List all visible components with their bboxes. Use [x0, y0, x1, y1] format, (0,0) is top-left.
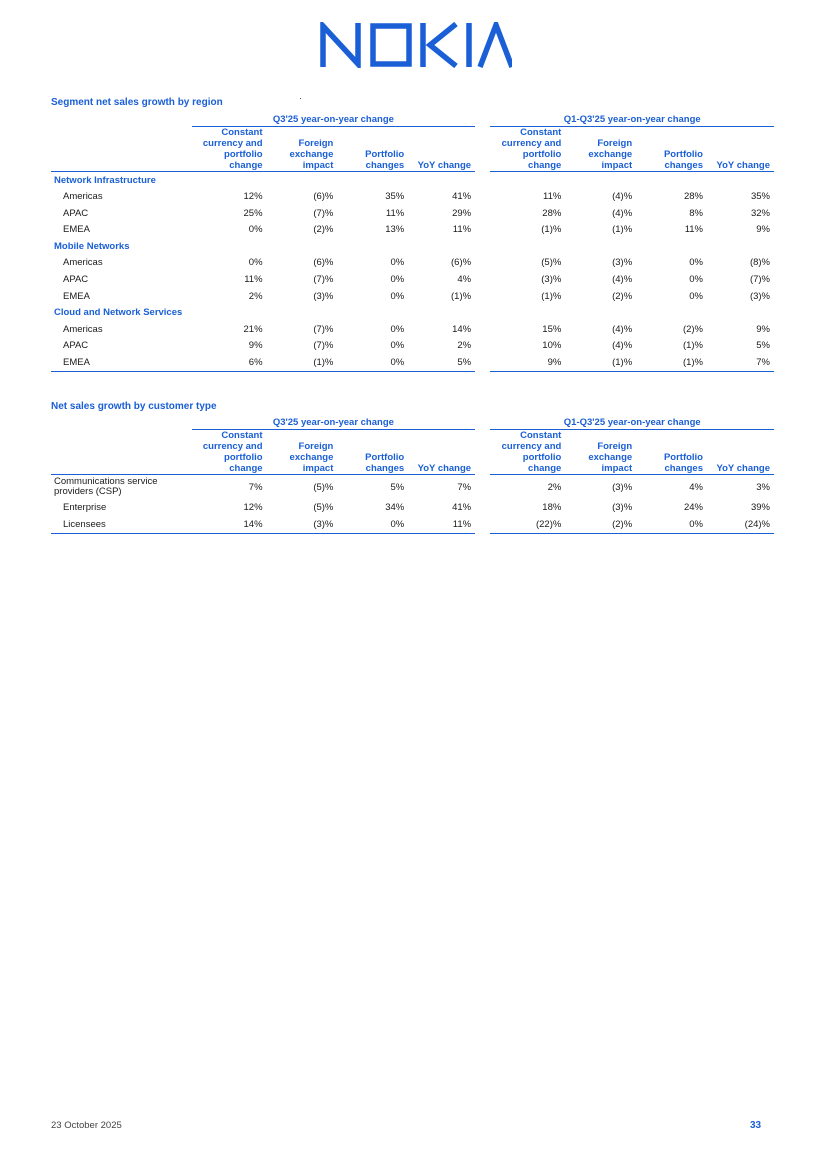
- column-gap: [475, 499, 490, 516]
- value-cell: 4%: [457, 274, 472, 286]
- column-header: Foreign exchange impact: [561, 127, 632, 172]
- table-row: [51, 254, 774, 271]
- column-gap: [475, 254, 490, 271]
- value-cell: (4)%: [612, 274, 633, 286]
- column-header: YoY change: [404, 127, 475, 172]
- value-cell: 2%: [457, 340, 472, 352]
- value-cell: (2)%: [612, 290, 633, 302]
- value-cell: 14%: [192, 516, 263, 533]
- value-cell: (1)%: [682, 340, 703, 352]
- value-cell: (3)%: [541, 274, 562, 286]
- value-cell: (6)%: [313, 257, 334, 269]
- row-label: Communications service providers (CSP): [54, 476, 158, 497]
- value-cell: 2%: [547, 481, 562, 493]
- value-cell: (1)%: [451, 290, 472, 302]
- value-cell: (2)%: [313, 224, 334, 236]
- value-cell: 9%: [248, 340, 263, 352]
- value-cell: (8)%: [749, 257, 770, 269]
- value-cell: 41%: [452, 501, 472, 513]
- row-label: EMEA: [63, 224, 90, 236]
- stray-dot: [300, 98, 301, 99]
- row-label: EMEA: [63, 290, 90, 302]
- value-cell: 0%: [248, 257, 263, 269]
- column-header: YoY change: [404, 430, 475, 475]
- value-cell: (2)%: [561, 516, 632, 533]
- value-cell: (4)%: [612, 190, 633, 202]
- customer-growth-table: [51, 416, 774, 534]
- value-cell: 4%: [689, 481, 703, 493]
- value-cell: 6%: [192, 354, 263, 371]
- value-cell: (3)%: [612, 257, 633, 269]
- table-row: [51, 516, 774, 533]
- value-cell: (7)%: [749, 274, 770, 286]
- value-cell: 0%: [632, 516, 703, 533]
- row-label: Americas: [63, 323, 103, 335]
- region-growth-table: [51, 113, 774, 372]
- value-cell: (24)%: [703, 516, 774, 533]
- period-header: Q1-Q3'25 year-on-year change: [490, 416, 774, 430]
- period-header: Q3'25 year-on-year change: [192, 416, 475, 430]
- period-header: Q1-Q3'25 year-on-year change: [490, 113, 774, 127]
- column-gap: [475, 271, 490, 288]
- value-cell: (1)%: [263, 354, 334, 371]
- column-gap: [475, 188, 490, 205]
- table-row: [51, 271, 774, 288]
- value-cell: 39%: [750, 501, 770, 513]
- column-header: Foreign exchange impact: [263, 430, 334, 475]
- column-gap: [475, 288, 490, 305]
- value-cell: (1)%: [541, 290, 562, 302]
- value-cell: 28%: [683, 190, 703, 202]
- table-row: [51, 188, 774, 205]
- value-cell: 13%: [385, 224, 405, 236]
- value-cell: 32%: [750, 207, 770, 219]
- column-header: Portfolio changes: [333, 430, 404, 475]
- value-cell: 24%: [683, 501, 703, 513]
- value-cell: (3)%: [263, 516, 334, 533]
- table-row: [51, 354, 774, 371]
- group-header-row: [51, 172, 774, 189]
- period-header: Q3'25 year-on-year change: [192, 113, 475, 127]
- value-cell: 11%: [543, 190, 562, 202]
- value-cell: 21%: [243, 323, 263, 335]
- column-header: Foreign exchange impact: [263, 127, 334, 172]
- value-cell: (6)%: [313, 190, 334, 202]
- value-cell: (3)%: [612, 481, 633, 493]
- value-cell: 0%: [390, 340, 405, 352]
- row-label: Americas: [63, 257, 103, 269]
- footer-date: 23 October 2025: [51, 1120, 122, 1131]
- table-row: [51, 205, 774, 222]
- column-header: Constant currency and portfolio change: [490, 127, 561, 172]
- value-cell: 0%: [390, 290, 405, 302]
- region-table-title: Segment net sales growth by region: [51, 97, 223, 108]
- table-row: [51, 338, 774, 355]
- value-cell: 7%: [703, 354, 774, 371]
- value-cell: 0%: [333, 354, 404, 371]
- value-cell: 0%: [333, 516, 404, 533]
- segment-name: Network Infrastructure: [54, 174, 156, 186]
- value-cell: 0%: [390, 323, 405, 335]
- group-header-row: [51, 305, 774, 321]
- value-cell: (3)%: [612, 501, 633, 513]
- table-row: [51, 499, 774, 516]
- value-cell: 0%: [689, 257, 703, 269]
- value-cell: (1)%: [561, 354, 632, 371]
- table-row: [51, 321, 774, 338]
- column-header: Portfolio changes: [632, 127, 703, 172]
- value-cell: (5)%: [313, 501, 334, 513]
- value-cell: (7)%: [313, 207, 334, 219]
- value-cell: 28%: [542, 207, 562, 219]
- value-cell: 5%: [390, 481, 405, 493]
- value-cell: 11%: [385, 207, 405, 219]
- column-gap: [475, 222, 490, 239]
- customer-table-title: Net sales growth by customer type: [51, 401, 217, 412]
- value-cell: (1)%: [612, 224, 633, 236]
- value-cell: (4)%: [612, 323, 633, 335]
- value-cell: (7)%: [313, 274, 334, 286]
- value-cell: (4)%: [612, 340, 633, 352]
- value-cell: (4)%: [612, 207, 633, 219]
- value-cell: (1)%: [632, 354, 703, 371]
- column-header: Foreign exchange impact: [561, 430, 632, 475]
- table-row: [51, 222, 774, 239]
- value-cell: (3)%: [313, 290, 334, 302]
- column-header: Constant currency and portfolio change: [192, 127, 263, 172]
- value-cell: 12%: [243, 190, 263, 202]
- value-cell: 11%: [452, 224, 472, 236]
- page-number: 33: [750, 1120, 762, 1131]
- value-cell: 0%: [390, 274, 405, 286]
- value-cell: 41%: [452, 190, 472, 202]
- column-header: YoY change: [703, 127, 774, 172]
- column-gap: [475, 338, 490, 355]
- value-cell: 3%: [756, 481, 770, 493]
- column-header: Constant currency and portfolio change: [192, 430, 263, 475]
- value-cell: 2%: [248, 290, 263, 302]
- row-label: APAC: [63, 274, 89, 286]
- value-cell: (3)%: [749, 290, 770, 302]
- value-cell: 0%: [390, 257, 405, 269]
- value-cell: (7)%: [313, 340, 334, 352]
- value-cell: (5)%: [313, 481, 334, 493]
- value-cell: (22)%: [490, 516, 561, 533]
- row-label: Enterprise: [63, 501, 107, 513]
- value-cell: (2)%: [682, 323, 703, 335]
- value-cell: 9%: [756, 323, 770, 335]
- value-cell: 11%: [684, 224, 703, 236]
- column-gap: [475, 354, 490, 371]
- value-cell: 0%: [248, 224, 263, 236]
- group-header-row: [51, 238, 774, 254]
- value-cell: 11%: [404, 516, 475, 533]
- value-cell: 8%: [689, 207, 703, 219]
- row-label: APAC: [63, 340, 89, 352]
- row-label: Americas: [63, 190, 103, 202]
- value-cell: 5%: [756, 340, 770, 352]
- column-header: Portfolio changes: [333, 127, 404, 172]
- row-label: Licensees: [51, 516, 192, 533]
- column-gap: [475, 475, 490, 500]
- column-gap: [475, 321, 490, 338]
- value-cell: 25%: [243, 207, 263, 219]
- value-cell: 0%: [689, 274, 703, 286]
- column-header: Portfolio changes: [632, 430, 703, 475]
- value-cell: 0%: [689, 290, 703, 302]
- value-cell: 12%: [243, 501, 263, 513]
- segment-name: Mobile Networks: [54, 240, 130, 252]
- value-cell: 7%: [248, 481, 263, 493]
- table-row: [51, 475, 774, 500]
- value-cell: 7%: [457, 481, 472, 493]
- nokia-logo: [320, 22, 512, 68]
- value-cell: 18%: [542, 501, 562, 513]
- value-cell: 15%: [542, 323, 562, 335]
- value-cell: 9%: [756, 224, 770, 236]
- column-gap: [475, 205, 490, 222]
- value-cell: 14%: [452, 323, 472, 335]
- value-cell: 34%: [385, 501, 405, 513]
- value-cell: 9%: [490, 354, 561, 371]
- column-header: Constant currency and portfolio change: [490, 430, 561, 475]
- value-cell: (7)%: [313, 323, 334, 335]
- column-gap: [475, 516, 490, 533]
- value-cell: 35%: [750, 190, 770, 202]
- value-cell: (1)%: [541, 224, 562, 236]
- value-cell: 29%: [452, 207, 472, 219]
- value-cell: 35%: [385, 190, 405, 202]
- value-cell: 10%: [542, 340, 562, 352]
- value-cell: 11%: [244, 274, 263, 286]
- value-cell: (5)%: [541, 257, 562, 269]
- column-header: YoY change: [703, 430, 774, 475]
- value-cell: 5%: [404, 354, 475, 371]
- value-cell: (6)%: [451, 257, 472, 269]
- table-row: [51, 288, 774, 305]
- segment-name: Cloud and Network Services: [54, 307, 183, 319]
- row-label: APAC: [63, 207, 89, 219]
- row-label: EMEA: [51, 354, 192, 371]
